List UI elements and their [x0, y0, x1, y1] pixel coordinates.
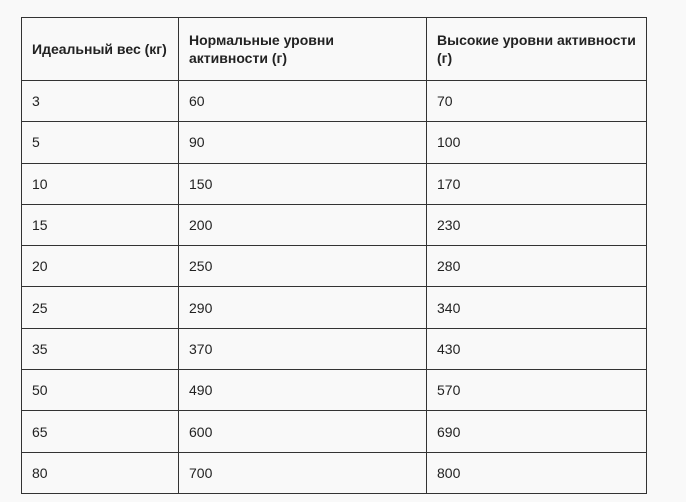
table-row	[22, 204, 647, 245]
feeding-table	[21, 17, 647, 494]
cell-high: 230	[427, 204, 647, 245]
cell-high: 280	[427, 246, 647, 287]
cell-high: 340	[427, 287, 647, 328]
cell-normal: 290	[179, 287, 427, 328]
cell-weight: 10	[22, 163, 179, 204]
table-row	[22, 370, 647, 411]
cell-weight: 3	[22, 81, 179, 122]
cell-high: 70	[427, 81, 647, 122]
header-ideal-weight: Идеальный вес (кг)	[22, 18, 179, 81]
table-row	[22, 287, 647, 328]
table-row	[22, 122, 647, 163]
cell-weight: 80	[22, 452, 179, 493]
cell-normal: 700	[179, 452, 427, 493]
cell-normal: 250	[179, 246, 427, 287]
cell-weight: 20	[22, 246, 179, 287]
cell-high: 100	[427, 122, 647, 163]
table-row	[22, 328, 647, 369]
cell-high: 800	[427, 452, 647, 493]
cell-weight: 15	[22, 204, 179, 245]
cell-normal: 200	[179, 204, 427, 245]
cell-weight: 5	[22, 122, 179, 163]
table-row	[22, 163, 647, 204]
cell-high: 570	[427, 370, 647, 411]
cell-normal: 490	[179, 370, 427, 411]
table-row	[22, 411, 647, 452]
cell-normal: 600	[179, 411, 427, 452]
table-row	[22, 81, 647, 122]
cell-normal: 90	[179, 122, 427, 163]
header-normal-activity: Нормальные уровни активности (г)	[179, 18, 427, 81]
table-row	[22, 452, 647, 493]
cell-weight: 35	[22, 328, 179, 369]
cell-high: 430	[427, 328, 647, 369]
table-row	[22, 246, 647, 287]
cell-normal: 370	[179, 328, 427, 369]
cell-weight: 65	[22, 411, 179, 452]
cell-normal: 150	[179, 163, 427, 204]
header-high-activity: Высокие уровни активности (г)	[427, 18, 647, 81]
cell-high: 170	[427, 163, 647, 204]
cell-normal: 60	[179, 81, 427, 122]
cell-high: 690	[427, 411, 647, 452]
cell-weight: 25	[22, 287, 179, 328]
cell-weight: 50	[22, 370, 179, 411]
header-row	[22, 18, 647, 81]
